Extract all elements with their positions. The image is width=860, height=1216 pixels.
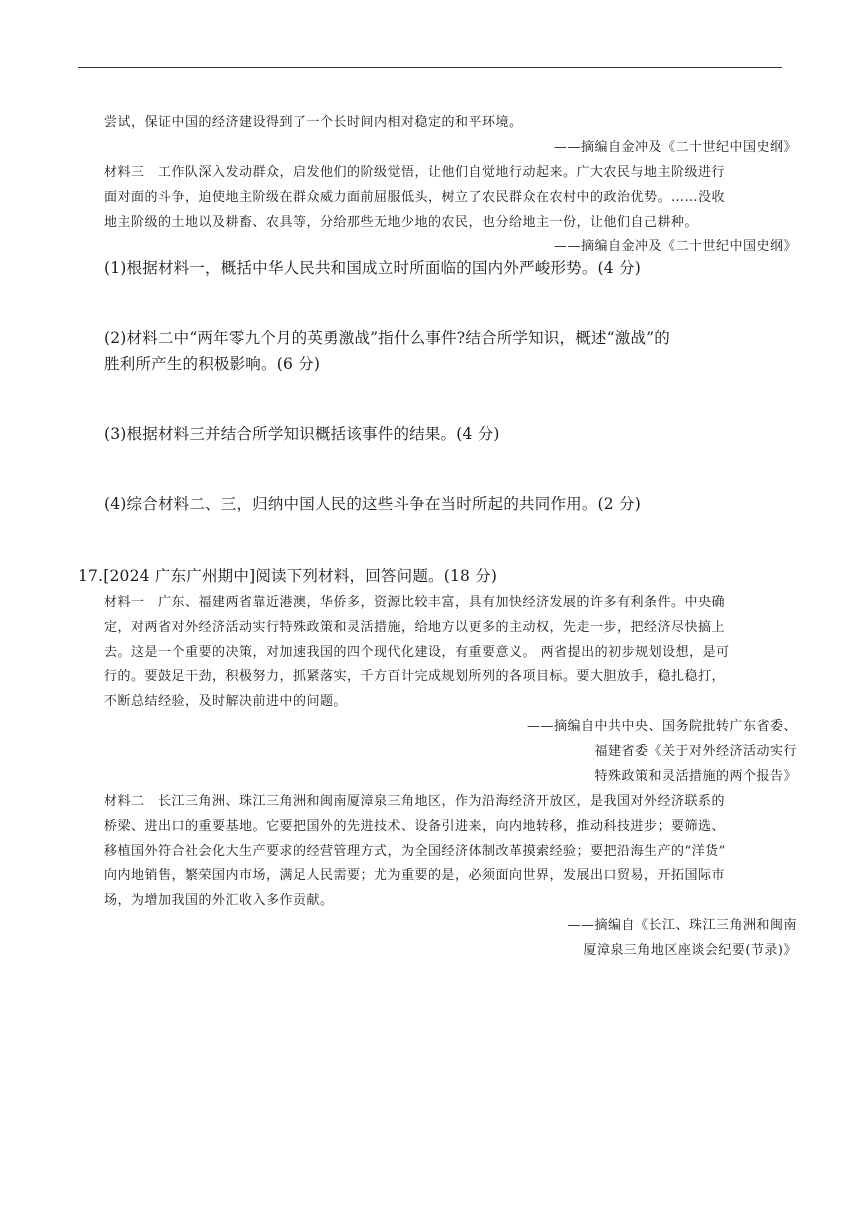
q17-material-1-source-1: ——摘编自中共中央、国务院批转广东省委、 [526,719,797,734]
question-2-line-2: 胜利所产生的积极影响。(6 分) [104,355,321,373]
q17-material-1-line-4: 行的。要鼓足干劲，积极努力，抓紧落实，千方百计完成规划所列的各项目标。要大胆放手，稳扎稳打， [104,669,726,684]
material-3-line-3: 地主阶级的土地以及耕畜、农具等，分给那些无地少地的农民，也分给地主一份，让他们自己耕种。 [104,215,699,230]
material-continuation-line: 尝试，保证中国的经济建设得到了一个长时间内相对稳定的和平环境。 [104,115,523,130]
q17-material-1-line-1: 材料一 广东、福建两省靠近港澳，华侨多，资源比较丰富，具有加快经济发展的许多有利条件。中央确 [104,595,726,610]
material-3-line-2: 面对面的斗争，迫使地主阶级在群众威力面前屈服低头，树立了农民群众在农村中的政治优势。……没收 [104,190,726,205]
q17-material-2-source-2: 厦漳泉三角地区座谈会纪要(节录)》 [583,943,797,958]
q17-material-1-line-5: 不断总结经验，及时解决前进中的问题。 [104,694,348,709]
q17-material-2-source-1: ——摘编自《长江、珠江三角洲和闽南 [567,918,797,933]
question-17-header: 17.[2024 广东广州期中]阅读下列材料，回答问题。(18 分) [78,567,498,585]
material-3-source: ——摘编自金冲及《二十世纪中国史纲》 [553,239,797,254]
question-2-line-1: (2)材料二中“两年零九个月的英勇激战”指什么事件?结合所学知识，概述“激战”的 [104,329,670,347]
material-3-line-1: 材料三 工作队深入发动群众，启发他们的阶级觉悟，让他们自觉地行动起来。广大农民与地主阶级进行 [104,165,726,180]
q17-material-1-line-3: 去。这是一个重要的决策，对加速我国的四个现代化建设，有重要意义。 两省提出的初步规划设想，是可 [104,645,730,660]
q17-material-2-line-1: 材料二 长江三角洲、珠江三角洲和闽南厦漳泉三角地区，作为沿海经济开放区，是我国对外经济联系的 [104,794,726,809]
q17-material-2-line-4: 向内地销售，繁荣国内市场，满足人民需要；尤为重要的是，必须面向世界，发展出口贸易，开拓国际市 [104,868,726,883]
header-rule [78,67,782,68]
q17-material-1-line-2: 定，对两省对外经济活动实行特殊政策和灵活措施，给地方以更多的主动权，先走一步，把经济尽快搞上 [104,620,726,635]
q17-material-1-source-2: 福建省委《关于对外经济活动实行 [594,744,797,759]
q17-material-2-line-2: 桥梁、进出口的重要基地。它要把国外的先进技术、设备引进来，向内地转移，推动科技进步；要筛选、 [104,819,726,834]
question-1: (1)根据材料一，概括中华人民共和国成立时所面临的国内外严峻形势。(4 分) [104,259,641,277]
question-4: (4)综合材料二、三，归纳中国人民的这些斗争在当时所起的共同作用。(2 分) [104,495,641,513]
question-3: (3)根据材料三并结合所学知识概括该事件的结果。(4 分) [104,425,500,443]
q17-material-1-source-3: 特殊政策和灵活措施的两个报告》 [594,769,797,784]
q17-material-2-line-3: 移植国外符合社会化大生产要求的经营管理方式，为全国经济体制改革摸索经验；要把沿海生产的“洋货” [104,844,726,859]
q17-material-2-line-5: 场，为增加我国的外汇收入多作贡献。 [104,893,334,908]
material-2-source: ——摘编自金冲及《二十世纪中国史纲》 [553,140,797,155]
